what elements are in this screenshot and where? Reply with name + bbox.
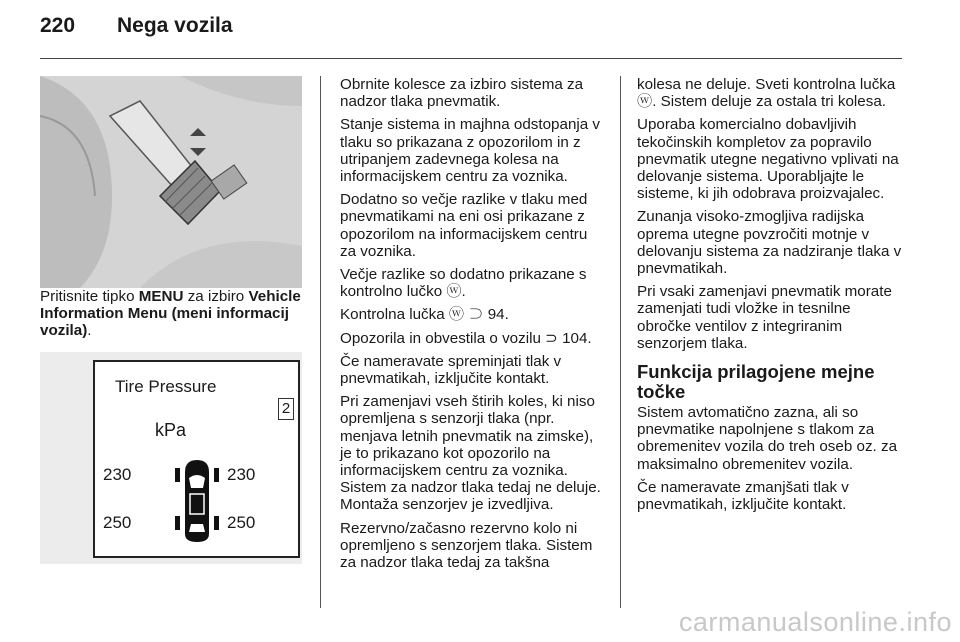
column-1 — [40, 76, 306, 564]
paragraph: Sistem avtomatično zazna, ali so pnevmatike napolnjene s tlakom za obremenitev vozila do treh oseb oz. za maksimalno obremenitev vozila. — [637, 404, 898, 473]
tire-pressure-display-illustration — [40, 352, 302, 564]
front-right-pressure: 230 — [227, 464, 256, 484]
caption-end: . — [87, 322, 92, 340]
paragraph: Pri zamenjavi vseh štirih koles, ki niso opremljena s senzorji tlaka (npr. menjava letnih pnevmatik na zimske), je to prikazano kot opozorilo na informacijskem centru za voznika. Sistem za nadzor tlaka tedaj ne deluje. Montaža senzorjev je izvedljiva. — [340, 393, 601, 514]
display-screen — [93, 360, 300, 558]
paragraph: Rezervno/začasno rezervno kolo ni opremljeno s senzorjem tlaka. Sistem za nadzor tlaka tedaj za takšna — [340, 519, 593, 572]
rear-left-pressure: 250 — [103, 512, 132, 532]
caption — [40, 288, 306, 340]
page-number: 220 — [40, 14, 76, 37]
paragraph: kolesa ne deluje. Sveti kontrolna lučka ⓦ. Sistem deluje za ostala tri kolesa. — [637, 76, 896, 111]
page-indicator: 2 — [278, 398, 294, 420]
rear-right-pressure: 250 — [227, 512, 256, 532]
header-rule — [40, 58, 902, 59]
menu-name-label: Vehicle Information Menu (meni informacij vozila) — [40, 288, 301, 340]
display-title: Tire Pressure — [115, 376, 217, 396]
watermark: carmanualsonline.info — [678, 607, 952, 637]
column-divider-1 — [320, 76, 321, 608]
section-title: Nega vozila — [117, 14, 233, 37]
car-icon — [175, 458, 219, 544]
paragraph: Opozorila in obvestila o vozilu ⊃ 104. — [340, 329, 592, 347]
caption-prefix: Pritisnite tipko — [40, 288, 139, 305]
paragraph: Zunanja visoko-zmogljiva radijska oprema utegne povzročiti motnje v delovanju sistema za nadziranje tlaka v pnevmatikah. — [637, 208, 902, 278]
steering-stalk-illustration — [40, 76, 302, 288]
paragraph: Kontrolna lučka ⓦ ⊃ 94. — [340, 306, 509, 324]
paragraph: Stanje sistema in majhna odstopanja v tlaku so prikazana z opozorilom in z utripanjem zadevnega kolesa na informacijskem centru za voznika. — [340, 116, 601, 186]
paragraph: Pri vsaki zamenjavi pnevmatik morate zamenjati tudi vložke in tesnilne obročke ventilov z integriranim senzorjem tlaka. — [637, 283, 892, 352]
pressure-unit: kPa — [155, 419, 187, 440]
caption-mid: za izbiro — [183, 288, 249, 305]
paragraph: Obrnite kolesce za izbiro sistema za nadzor tlaka pnevmatik. — [340, 76, 584, 111]
paragraph: Uporaba komercialno dobavljivih tekočinskih kompletov za popravilo pnevmatik utegne negativno vplivati na delovanje sistema. Uporabljajte le sisteme, ki jih odobrava proizvajalec. — [637, 116, 899, 203]
paragraph: Dodatno so večje razlike v tlaku med pnevmatikami na eni osi prikazane z opozorilom na informacijskem centru za voznika. — [340, 191, 588, 260]
menu-key-label: MENU — [138, 288, 184, 305]
column-3 — [637, 76, 905, 519]
paragraph: Večje razlike so dodatno prikazane s kontrolno lučko ⓦ. — [340, 266, 587, 301]
front-left-pressure: 230 — [103, 464, 132, 484]
paragraph: Če nameravate zmanjšati tlak v pnevmatikah, izključite kontakt. — [637, 478, 849, 514]
column-divider-2 — [620, 76, 621, 608]
column-2 — [340, 76, 606, 577]
paragraph: Če nameravate spreminjati tlak v pnevmatikah, izključite kontakt. — [340, 352, 562, 388]
subheading: Funkcija prilagojene mejne točke — [637, 361, 875, 403]
